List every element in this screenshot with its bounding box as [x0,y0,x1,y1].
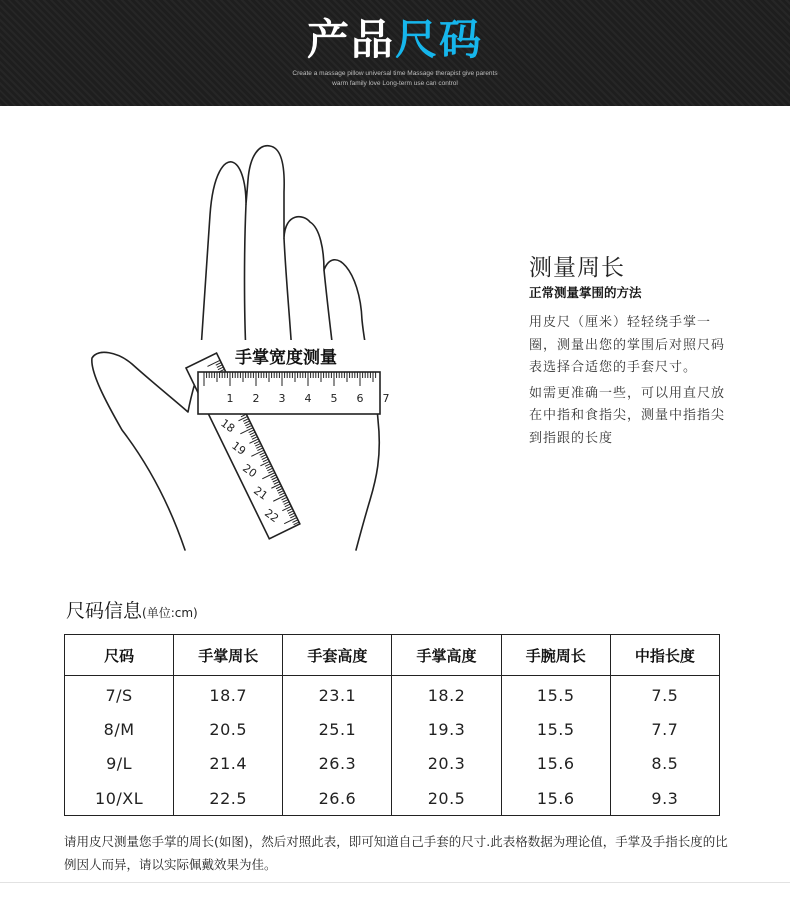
bottom-divider [0,882,790,883]
ruler-number: 20 [240,461,260,481]
table-cell: 15.5 [501,712,610,746]
table-cell: 18.2 [392,676,501,713]
size-info-title [66,597,198,627]
col-header-middle-finger-length: 中指长度 [610,635,719,676]
col-header-wrist-circumference: 手腕周长 [501,635,610,676]
ruler-number: 22 [262,506,282,526]
table-cell: 7.7 [610,712,719,746]
table-cell: 15.6 [501,781,610,816]
ruler-number: 19 [229,439,249,458]
table-cell: 22.5 [174,781,283,816]
table-row [65,712,720,746]
ruler-number: 1 [226,392,234,405]
col-header-palm-height: 手掌高度 [392,635,501,676]
table-cell: 25.1 [283,712,392,746]
table-cell: 15.6 [501,747,610,781]
table-row [65,676,720,713]
ruler-number: 2 [252,392,260,405]
page-header [0,0,790,106]
header-title-blue: 尺码 [395,15,484,64]
header-title [0,14,790,66]
col-header-size: 尺码 [65,635,174,676]
horizontal-ruler [198,372,390,414]
ruler-number: 21 [251,483,271,503]
table-cell: 8/M [103,719,135,739]
header-subtitle-line2: warm family love Long-term use can control [332,80,458,87]
size-info-title-text: 尺码信息 [66,600,143,622]
measure-title: 测量周长 [529,255,625,281]
header-subtitle [0,69,790,89]
ruler-number: 3 [278,392,286,405]
col-header-palm-circumference: 手掌周长 [174,635,283,676]
table-cell: 9.3 [610,781,719,816]
table-cell: 26.6 [283,781,392,816]
table-cell: 26.3 [283,747,392,781]
ruler-number: 6 [356,392,364,405]
table-cell: 10/XL [95,788,144,808]
footnote: 请用皮尺测量您手掌的周长(如图)，然后对照此表，即可知道自己手套的尺寸.此表格数据为理论值，手掌及手指长度的比例因人而异，请以实际佩戴效果为佳。 [64,834,728,872]
size-table [64,634,720,816]
palm-width-label: 手掌宽度测量 [235,348,337,368]
table-cell: 7/S [105,685,133,705]
table-cell: 15.5 [501,676,610,713]
measure-paragraph-2: 如需更准确一些，可以用直尺放在中指和食指尖，测量中指指尖到指跟的长度 [529,385,726,446]
table-cell: 20.5 [392,781,501,816]
table-cell: 8.5 [610,747,719,781]
size-table-header-row [65,635,720,676]
table-cell: 20.3 [392,747,501,781]
table-cell: 20.5 [174,712,283,746]
table-cell: 18.7 [174,676,283,713]
table-cell: 7.5 [610,676,719,713]
measure-instructions [529,253,729,450]
measure-subtitle: 正常测量掌围的方法 [529,285,642,300]
table-cell: 21.4 [174,747,283,781]
measure-paragraph-1: 用皮尺（厘米）轻轻绕手掌一圈，测量出您的掌围后对照尺码表选择合适您的手套尺寸。 [529,315,726,375]
table-cell: 9/L [106,754,133,774]
header-title-white: 产品 [306,15,395,64]
size-info-unit: (单位:cm) [142,606,198,620]
ruler-number: 4 [304,392,312,405]
header-subtitle-line1: Create a massage pillow universal time Massage therapist give parents [292,70,498,77]
hand-measure-illustration [80,140,400,560]
table-row [65,747,720,781]
ruler-number: 18 [218,416,238,436]
table-row [65,781,720,816]
ruler-number: 7 [382,392,390,405]
table-cell: 19.3 [392,712,501,746]
finger-gap-2 [284,238,292,354]
col-header-glove-height: 手套高度 [283,635,392,676]
horizontal-ruler-body [198,372,380,414]
table-cell: 23.1 [283,676,392,713]
finger-gap-1 [245,204,247,354]
ruler-number: 5 [330,392,338,405]
